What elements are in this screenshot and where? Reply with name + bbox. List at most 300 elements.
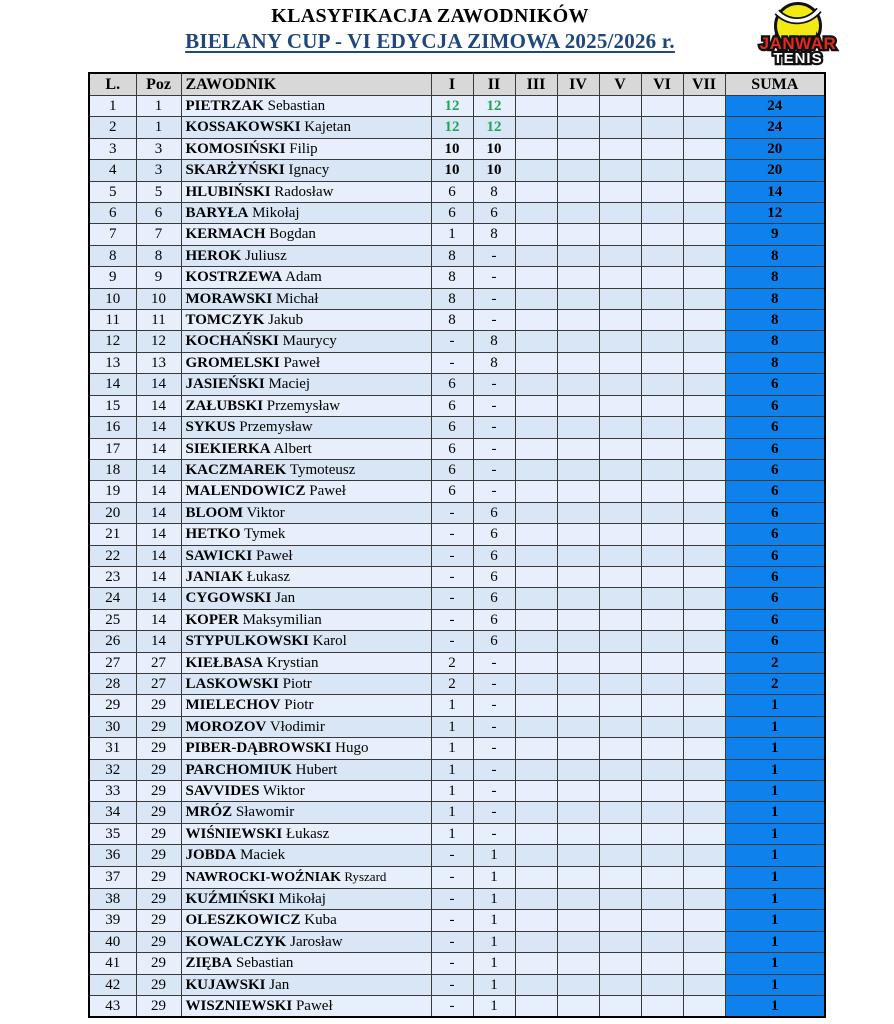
cell-round-7 — [683, 802, 725, 823]
cell-round-3 — [515, 695, 557, 716]
table-row — [89, 395, 825, 416]
cell-lp: 2 — [89, 117, 136, 138]
page-title: KLASYFIKACJA ZAWODNIKÓW — [271, 5, 589, 27]
cell-player-name: SAWICKI Paweł — [181, 545, 431, 566]
cell-round-4 — [557, 138, 599, 159]
cell-round-3 — [515, 781, 557, 802]
player-surname: MORAWSKI — [185, 290, 273, 307]
cell-round-4 — [557, 459, 599, 480]
cell-round-5 — [599, 738, 641, 759]
cell-poz: 29 — [136, 695, 181, 716]
cell-round-6 — [641, 823, 683, 844]
cell-round-5 — [599, 953, 641, 974]
col-header-iv: IV — [557, 73, 599, 96]
cell-round-5 — [599, 138, 641, 159]
cell-player-name: STYPULKOWSKI Karol — [181, 631, 431, 652]
cell-round-7 — [683, 224, 725, 245]
cell-poz: 29 — [136, 738, 181, 759]
cell-round-6 — [641, 953, 683, 974]
cell-poz: 29 — [136, 845, 181, 866]
cell-round-6 — [641, 931, 683, 952]
cell-suma: 1 — [725, 695, 825, 716]
cell-round-4 — [557, 181, 599, 202]
table-row — [89, 609, 825, 630]
cell-round-7 — [683, 910, 725, 931]
cell-round-7 — [683, 524, 725, 545]
table-row — [89, 759, 825, 780]
cell-player-name: OLESZKOWICZ Kuba — [181, 910, 431, 931]
cell-round-6 — [641, 352, 683, 373]
cell-poz: 1 — [136, 117, 181, 138]
player-surname: KOCHAŃSKI — [185, 333, 279, 350]
cell-round-1: - — [431, 566, 473, 587]
cell-poz: 14 — [136, 566, 181, 587]
cell-round-3 — [515, 203, 557, 224]
cell-round-2: - — [473, 802, 515, 823]
player-surname: SAWICKI — [185, 547, 253, 564]
cell-round-6 — [641, 974, 683, 995]
player-surname: SKARŻYŃSKI — [185, 162, 285, 179]
cell-round-6 — [641, 138, 683, 159]
cell-lp: 16 — [89, 417, 136, 438]
cell-round-3 — [515, 288, 557, 309]
cell-suma: 14 — [725, 181, 825, 202]
cell-round-1: - — [431, 352, 473, 373]
cell-round-4 — [557, 502, 599, 523]
cell-lp: 33 — [89, 781, 136, 802]
cell-round-5 — [599, 781, 641, 802]
cell-round-3 — [515, 996, 557, 1018]
cell-round-5 — [599, 395, 641, 416]
cell-round-7 — [683, 588, 725, 609]
player-surname: KUŹMIŃSKI — [185, 891, 275, 908]
cell-round-5 — [599, 545, 641, 566]
cell-round-6 — [641, 310, 683, 331]
cell-round-4 — [557, 823, 599, 844]
cell-round-3 — [515, 889, 557, 910]
cell-round-4 — [557, 374, 599, 395]
cell-round-7 — [683, 117, 725, 138]
player-surname: PIETRZAK — [185, 98, 264, 114]
player-surname: KIEŁBASA — [185, 654, 264, 671]
cell-poz: 14 — [136, 631, 181, 652]
cell-poz: 14 — [136, 417, 181, 438]
cell-player-name: ZIĘBA Sebastian — [181, 953, 431, 974]
cell-poz: 12 — [136, 331, 181, 352]
cell-round-1: 6 — [431, 459, 473, 480]
cell-round-5 — [599, 331, 641, 352]
cell-round-5 — [599, 889, 641, 910]
cell-poz: 14 — [136, 395, 181, 416]
cell-round-3 — [515, 566, 557, 587]
cell-round-3 — [515, 802, 557, 823]
cell-player-name: HLUBIŃSKI Radosław — [181, 181, 431, 202]
cell-player-name: MALENDOWICZ Paweł — [181, 481, 431, 502]
cell-lp: 35 — [89, 823, 136, 844]
cell-lp: 41 — [89, 953, 136, 974]
cell-round-1: 1 — [431, 823, 473, 844]
tennis-ball-icon — [757, 1, 839, 67]
cell-suma: 1 — [725, 802, 825, 823]
table-row — [89, 652, 825, 673]
cell-round-2: 8 — [473, 352, 515, 373]
cell-round-7 — [683, 395, 725, 416]
cell-player-name: KOCHAŃSKI Maurycy — [181, 331, 431, 352]
cell-round-5 — [599, 759, 641, 780]
player-surname: KOSTRZEWA — [185, 269, 283, 286]
cell-round-5 — [599, 823, 641, 844]
cell-round-1: 12 — [431, 96, 473, 117]
cell-round-4 — [557, 310, 599, 331]
cell-suma: 24 — [725, 96, 825, 117]
cell-poz: 9 — [136, 267, 181, 288]
cell-lp: 8 — [89, 245, 136, 266]
cell-round-6 — [641, 673, 683, 694]
table-row — [89, 823, 825, 844]
cell-round-4 — [557, 695, 599, 716]
table-row — [89, 310, 825, 331]
cell-round-6 — [641, 652, 683, 673]
cell-round-4 — [557, 331, 599, 352]
player-surname: WISZNIEWSKI — [185, 998, 293, 1015]
cell-round-2: 6 — [473, 502, 515, 523]
cell-round-1: - — [431, 866, 473, 888]
cell-round-5 — [599, 224, 641, 245]
cell-round-6 — [641, 545, 683, 566]
cell-suma: 6 — [725, 481, 825, 502]
cell-round-6 — [641, 566, 683, 587]
cell-round-3 — [515, 181, 557, 202]
cell-suma: 6 — [725, 631, 825, 652]
cell-round-4 — [557, 566, 599, 587]
cell-lp: 5 — [89, 181, 136, 202]
table-row — [89, 502, 825, 523]
cell-round-7 — [683, 823, 725, 844]
cell-round-5 — [599, 866, 641, 888]
cell-round-5 — [599, 203, 641, 224]
cell-round-7 — [683, 931, 725, 952]
cell-poz: 29 — [136, 974, 181, 995]
cell-player-name: KOMOSIŃSKI Filip — [181, 138, 431, 159]
cell-round-1: 10 — [431, 138, 473, 159]
cell-poz: 3 — [136, 138, 181, 159]
cell-round-6 — [641, 288, 683, 309]
cell-suma: 1 — [725, 823, 825, 844]
cell-round-6 — [641, 181, 683, 202]
table-row — [89, 481, 825, 502]
table-row — [89, 374, 825, 395]
player-surname: HLUBIŃSKI — [185, 183, 271, 200]
player-surname: KOMOSIŃSKI — [185, 140, 286, 157]
cell-round-1: 6 — [431, 374, 473, 395]
cell-round-2: 10 — [473, 160, 515, 181]
player-surname: SAVVIDES — [185, 783, 260, 799]
cell-round-2: 8 — [473, 331, 515, 352]
cell-round-7 — [683, 160, 725, 181]
cell-round-6 — [641, 117, 683, 138]
cell-round-4 — [557, 673, 599, 694]
player-surname: PARCHOMIUK — [185, 761, 292, 778]
cell-poz: 14 — [136, 502, 181, 523]
cell-poz: 29 — [136, 781, 181, 802]
cell-round-4 — [557, 395, 599, 416]
cell-lp: 15 — [89, 395, 136, 416]
cell-suma: 6 — [725, 438, 825, 459]
cell-round-5 — [599, 631, 641, 652]
cell-round-2: 1 — [473, 953, 515, 974]
cell-poz: 29 — [136, 996, 181, 1018]
cell-player-name: JOBDA Maciek — [181, 845, 431, 866]
cell-round-7 — [683, 845, 725, 866]
col-header-v: V — [599, 73, 641, 96]
cell-player-name: KOWALCZYK Jarosław — [181, 931, 431, 952]
cell-round-3 — [515, 823, 557, 844]
cell-round-6 — [641, 395, 683, 416]
table-row — [89, 352, 825, 373]
table-row — [89, 996, 825, 1018]
cell-lp: 9 — [89, 267, 136, 288]
logo-line2: TENIS — [773, 50, 823, 67]
cell-round-6 — [641, 738, 683, 759]
cell-round-6 — [641, 866, 683, 888]
table-row — [89, 802, 825, 823]
cell-player-name: KOPER Maksymilian — [181, 609, 431, 630]
cell-round-3 — [515, 910, 557, 931]
cell-round-4 — [557, 845, 599, 866]
cell-suma: 1 — [725, 953, 825, 974]
cell-round-6 — [641, 524, 683, 545]
player-surname: JASIEŃSKI — [185, 376, 265, 393]
cell-suma: 8 — [725, 245, 825, 266]
cell-suma: 6 — [725, 502, 825, 523]
col-header-l: L. — [89, 73, 136, 96]
player-surname: BLOOM — [185, 504, 244, 521]
cell-round-3 — [515, 845, 557, 866]
cell-round-7 — [683, 481, 725, 502]
cell-round-2: 6 — [473, 631, 515, 652]
cell-round-1: 2 — [431, 652, 473, 673]
table-row — [89, 417, 825, 438]
cell-round-6 — [641, 588, 683, 609]
cell-round-4 — [557, 117, 599, 138]
table-row — [89, 781, 825, 802]
cell-round-3 — [515, 331, 557, 352]
player-surname: JOBDA — [185, 847, 237, 864]
cell-lp: 34 — [89, 802, 136, 823]
cell-round-3 — [515, 866, 557, 888]
cell-round-4 — [557, 652, 599, 673]
cell-round-5 — [599, 588, 641, 609]
player-surname: MRÓZ — [185, 804, 233, 821]
cell-round-3 — [515, 759, 557, 780]
cell-round-3 — [515, 160, 557, 181]
cell-poz: 14 — [136, 481, 181, 502]
cell-round-1: 12 — [431, 117, 473, 138]
cell-player-name: WIŚNIEWSKI Łukasz — [181, 823, 431, 844]
cell-poz: 29 — [136, 931, 181, 952]
cell-round-1: - — [431, 331, 473, 352]
cell-round-4 — [557, 996, 599, 1018]
player-surname: KERMACH — [185, 226, 266, 243]
cell-suma: 6 — [725, 588, 825, 609]
cell-lp: 20 — [89, 502, 136, 523]
table-row — [89, 160, 825, 181]
player-surname: JANIAK — [185, 568, 244, 585]
cell-round-2: 12 — [473, 117, 515, 138]
cell-round-1: - — [431, 545, 473, 566]
cell-round-6 — [641, 695, 683, 716]
cell-round-1: 8 — [431, 267, 473, 288]
cell-round-4 — [557, 224, 599, 245]
table-row — [89, 524, 825, 545]
cell-player-name: WISZNIEWSKI Paweł — [181, 996, 431, 1018]
cell-round-4 — [557, 974, 599, 995]
cell-poz: 27 — [136, 673, 181, 694]
cell-lp: 18 — [89, 459, 136, 480]
cell-suma: 6 — [725, 545, 825, 566]
cell-suma: 8 — [725, 352, 825, 373]
cell-player-name: JANIAK Łukasz — [181, 566, 431, 587]
cell-round-2: 1 — [473, 931, 515, 952]
cell-round-7 — [683, 889, 725, 910]
cell-round-5 — [599, 374, 641, 395]
cell-round-5 — [599, 481, 641, 502]
cell-round-2: - — [473, 673, 515, 694]
cell-round-4 — [557, 588, 599, 609]
cell-round-3 — [515, 459, 557, 480]
table-row — [89, 288, 825, 309]
cell-round-1: - — [431, 524, 473, 545]
cell-round-1: - — [431, 588, 473, 609]
cell-player-name: ZAŁUBSKI Przemysław — [181, 395, 431, 416]
cell-round-2: 6 — [473, 609, 515, 630]
table-row — [89, 695, 825, 716]
cell-round-2: 8 — [473, 224, 515, 245]
cell-player-name: PARCHOMIUK Hubert — [181, 759, 431, 780]
cell-round-1: - — [431, 910, 473, 931]
cell-lp: 11 — [89, 310, 136, 331]
cell-round-1: 6 — [431, 481, 473, 502]
cell-round-1: - — [431, 845, 473, 866]
cell-lp: 22 — [89, 545, 136, 566]
cell-round-5 — [599, 288, 641, 309]
player-surname: MALENDOWICZ — [185, 483, 306, 500]
cell-poz: 14 — [136, 545, 181, 566]
cell-round-2: - — [473, 395, 515, 416]
cell-poz: 13 — [136, 352, 181, 373]
cell-lp: 30 — [89, 716, 136, 737]
cell-player-name: KIEŁBASA Krystian — [181, 652, 431, 673]
cell-lp: 12 — [89, 331, 136, 352]
cell-round-1: 2 — [431, 673, 473, 694]
cell-round-2: - — [473, 417, 515, 438]
cell-suma: 20 — [725, 160, 825, 181]
cell-suma: 6 — [725, 395, 825, 416]
cell-poz: 3 — [136, 160, 181, 181]
cell-round-4 — [557, 203, 599, 224]
cell-round-6 — [641, 996, 683, 1018]
cell-round-4 — [557, 609, 599, 630]
cell-round-6 — [641, 802, 683, 823]
player-surname: PIBER-DĄBROWSKI — [185, 740, 332, 757]
cell-player-name: KERMACH Bogdan — [181, 224, 431, 245]
cell-lp: 25 — [89, 609, 136, 630]
player-surname: WIŚNIEWSKI — [185, 825, 283, 842]
cell-round-6 — [641, 96, 683, 117]
cell-suma: 6 — [725, 417, 825, 438]
cell-player-name: SYKUS Przemysław — [181, 417, 431, 438]
cell-round-5 — [599, 673, 641, 694]
cell-round-1: 1 — [431, 224, 473, 245]
cell-poz: 29 — [136, 759, 181, 780]
cell-round-2: - — [473, 245, 515, 266]
cell-round-1: 8 — [431, 310, 473, 331]
cell-round-6 — [641, 203, 683, 224]
cell-suma: 24 — [725, 117, 825, 138]
player-surname: MIELECHOV — [185, 697, 281, 714]
cell-round-4 — [557, 781, 599, 802]
player-surname: BARYŁA — [185, 205, 249, 222]
cell-round-6 — [641, 481, 683, 502]
cell-lp: 4 — [89, 160, 136, 181]
cell-suma: 6 — [725, 459, 825, 480]
cell-round-3 — [515, 352, 557, 373]
cell-round-1: 1 — [431, 802, 473, 823]
cell-player-name: MOROZOV Vłodimir — [181, 716, 431, 737]
cell-round-7 — [683, 374, 725, 395]
cell-player-name: GROMELSKI Paweł — [181, 352, 431, 373]
cell-round-7 — [683, 310, 725, 331]
cell-round-1: - — [431, 609, 473, 630]
cell-player-name: KACZMAREK Tymoteusz — [181, 459, 431, 480]
cell-lp: 23 — [89, 566, 136, 587]
col-header-vi: VI — [641, 73, 683, 96]
cell-suma: 8 — [725, 310, 825, 331]
cell-round-1: 10 — [431, 160, 473, 181]
cell-round-2: 6 — [473, 545, 515, 566]
cell-round-1: - — [431, 996, 473, 1018]
cell-round-3 — [515, 224, 557, 245]
cell-round-7 — [683, 245, 725, 266]
cell-suma: 20 — [725, 138, 825, 159]
cell-round-7 — [683, 716, 725, 737]
cell-suma: 12 — [725, 203, 825, 224]
cell-round-4 — [557, 545, 599, 566]
table-row — [89, 203, 825, 224]
table-row — [89, 889, 825, 910]
cell-round-2: 1 — [473, 866, 515, 888]
cell-lp: 17 — [89, 438, 136, 459]
player-surname: KOWALCZYK — [185, 933, 287, 950]
player-surname: CYGOWSKI — [185, 590, 272, 607]
cell-round-6 — [641, 245, 683, 266]
cell-suma: 8 — [725, 267, 825, 288]
cell-round-7 — [683, 288, 725, 309]
table-row — [89, 866, 825, 888]
cell-round-3 — [515, 96, 557, 117]
cell-lp: 26 — [89, 631, 136, 652]
cell-round-2: - — [473, 310, 515, 331]
cell-player-name: KUJAWSKI Jan — [181, 974, 431, 995]
table-row — [89, 566, 825, 587]
cell-round-2: - — [473, 759, 515, 780]
cell-poz: 27 — [136, 652, 181, 673]
cell-round-3 — [515, 502, 557, 523]
table-row — [89, 716, 825, 737]
cell-suma: 2 — [725, 673, 825, 694]
col-header-zawodnik: ZAWODNIK — [181, 73, 431, 96]
table-row — [89, 459, 825, 480]
